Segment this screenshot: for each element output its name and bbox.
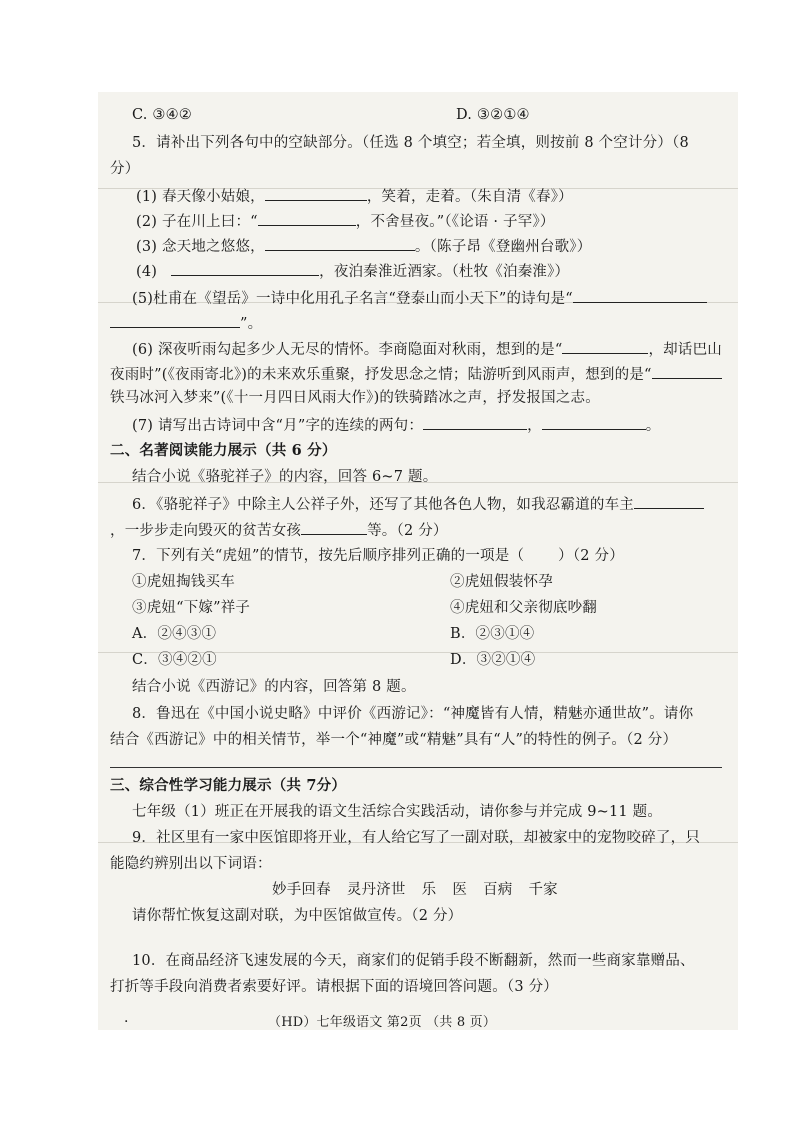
footer-dot: ·: [124, 1014, 129, 1030]
section-2-heading: 二、名著阅读能力展示（共 6 分）: [110, 442, 337, 459]
q8-intro: 结合小说《西游记》的内容，回答第 8 题。: [132, 679, 416, 695]
word: 千家: [528, 882, 558, 898]
answer-blank[interactable]: [265, 186, 367, 201]
page-footer: （HD）七年级语文 第2页 （共 8 页）: [268, 1015, 497, 1030]
answer-blank[interactable]: [652, 364, 722, 379]
q7-stem: 7．下列有关“虎妞”的情节，按先后顺序排列正确的一项是（ ）（2 分）: [132, 548, 624, 564]
q6-line2: ，一步步走向毁灭的贫苦女孩 等。（2 分）: [110, 520, 448, 540]
q6-line1: 6．《骆驼祥子》中除主人公祥子外，还写了其他各色人物，如我忍霸道的车主: [132, 494, 704, 514]
q4-option-d: D. ③②①④: [456, 107, 530, 123]
answer-blank[interactable]: [301, 520, 367, 535]
answer-line[interactable]: [110, 767, 722, 768]
q5-item-4: (4) ，夜泊秦淮近酒家。（杜牧《泊秦淮》）: [136, 261, 569, 281]
answer-blank[interactable]: [265, 236, 415, 251]
answer-blank[interactable]: [562, 339, 648, 354]
word: 妙手回春: [272, 882, 331, 898]
q9-line3: 请你帮忙恢复这副对联，为中医馆做宣传。（2 分）: [132, 908, 463, 924]
answer-blank[interactable]: [171, 261, 319, 276]
word: 乐: [421, 882, 437, 898]
q5-item-1: (1) 春天像小姑娘， ，笑着，走着。（朱自清《春》）: [136, 186, 573, 206]
q7-item-2: ②虎妞假装怀孕: [450, 574, 553, 590]
q5-item-6-line3: 铁马冰河入梦来”(《十一月四日风雨大作》)的铁骑踏冰之声，抒发报国之志。: [110, 390, 600, 406]
q7-option-d: D．③②①④: [450, 652, 536, 668]
q5-item-5: (5)杜甫在《望岳》一诗中化用孔子名言“登泰山而小天下”的诗句是“: [132, 288, 707, 308]
answer-blank[interactable]: [110, 313, 240, 328]
q5-item-5-cont: ”。: [110, 313, 262, 333]
answer-blank[interactable]: [542, 415, 646, 430]
word: 灵丹济世: [346, 882, 406, 898]
section-3-intro: 七年级（1）班正在开展我的语文生活综合实践活动，请你参与并完成 9~11 题。: [132, 804, 663, 820]
q9-line2: 能隐约辨别出以下词语：: [110, 856, 272, 872]
q7-item-4: ④虎妞和父亲彻底吵翻: [450, 600, 597, 616]
q5-item-6-line2: 夜雨时”(《夜雨寄北》)的未来欢乐重聚，抒发思念之情；陆游听到风雨声，想到的是“: [110, 364, 722, 384]
q5-item-6-line1: (6) 深夜听雨勾起多少人无尽的情怀。李商隐面对秋雨，想到的是“ ，却话巴山: [132, 339, 722, 359]
q5-item-7: (7) 请写出古诗词中含“月”字的连续的两句： ， 。: [132, 415, 660, 435]
q10-line2: 打折等手段向消费者索要好评。请根据下面的语境回答问题。（3 分）: [110, 979, 558, 995]
q4-option-c: C. ③④②: [132, 107, 192, 123]
answer-blank[interactable]: [573, 288, 707, 303]
q10-line1: 10．在商品经济飞速发展的今天，商家们的促销手段不断翻新，然而一些商家靠赠品、: [132, 953, 695, 969]
q5-item-3: (3) 念天地之悠悠， 。（陈子昂《登幽州台歌》）: [136, 236, 591, 256]
word: 百病: [483, 882, 513, 898]
answer-blank[interactable]: [258, 211, 356, 226]
section-2-intro: 结合小说《骆驼祥子》的内容，回答 6~7 题。: [132, 469, 438, 485]
q7-option-a: A．②④③①: [132, 626, 217, 642]
answer-blank[interactable]: [423, 415, 527, 430]
q9-line1: 9．社区里有一家中医馆即将开业，有人给它写了一副对联，却被家中的宠物咬碎了，只: [132, 830, 701, 846]
q7-item-3: ③虎妞“下嫁”祥子: [132, 600, 251, 616]
answer-blank[interactable]: [634, 494, 704, 509]
word: 医: [452, 882, 468, 898]
q7-option-b: B．②③①④: [450, 626, 535, 642]
q7-option-c: C．③④②①: [132, 652, 217, 668]
q5-item-2: (2) 子在川上曰：“ ，不舍昼夜。”（《论语 · 子罕》）: [136, 211, 555, 231]
q7-item-1: ①虎妞掏钱买车: [132, 574, 235, 590]
q5-stem: 5．请补出下列各句中的空缺部分。（任选 8 个填空；若全填，则按前 8 个空计分）（8: [132, 135, 689, 151]
q8-line1: 8．鲁迅在《中国小说史略》中评价《西游记》：“神魔皆有人情，精魅亦通世故”。请你: [132, 706, 694, 722]
q9-word-list: [272, 881, 558, 899]
q8-line2: 结合《西游记》中的相关情节，举一个“神魔”或“精魅”具有“人”的特性的例子。（2 分）: [110, 732, 678, 748]
section-3-heading: 三、综合性学习能力展示（共 7分）: [110, 777, 347, 794]
q5-points: 分）: [110, 161, 140, 177]
